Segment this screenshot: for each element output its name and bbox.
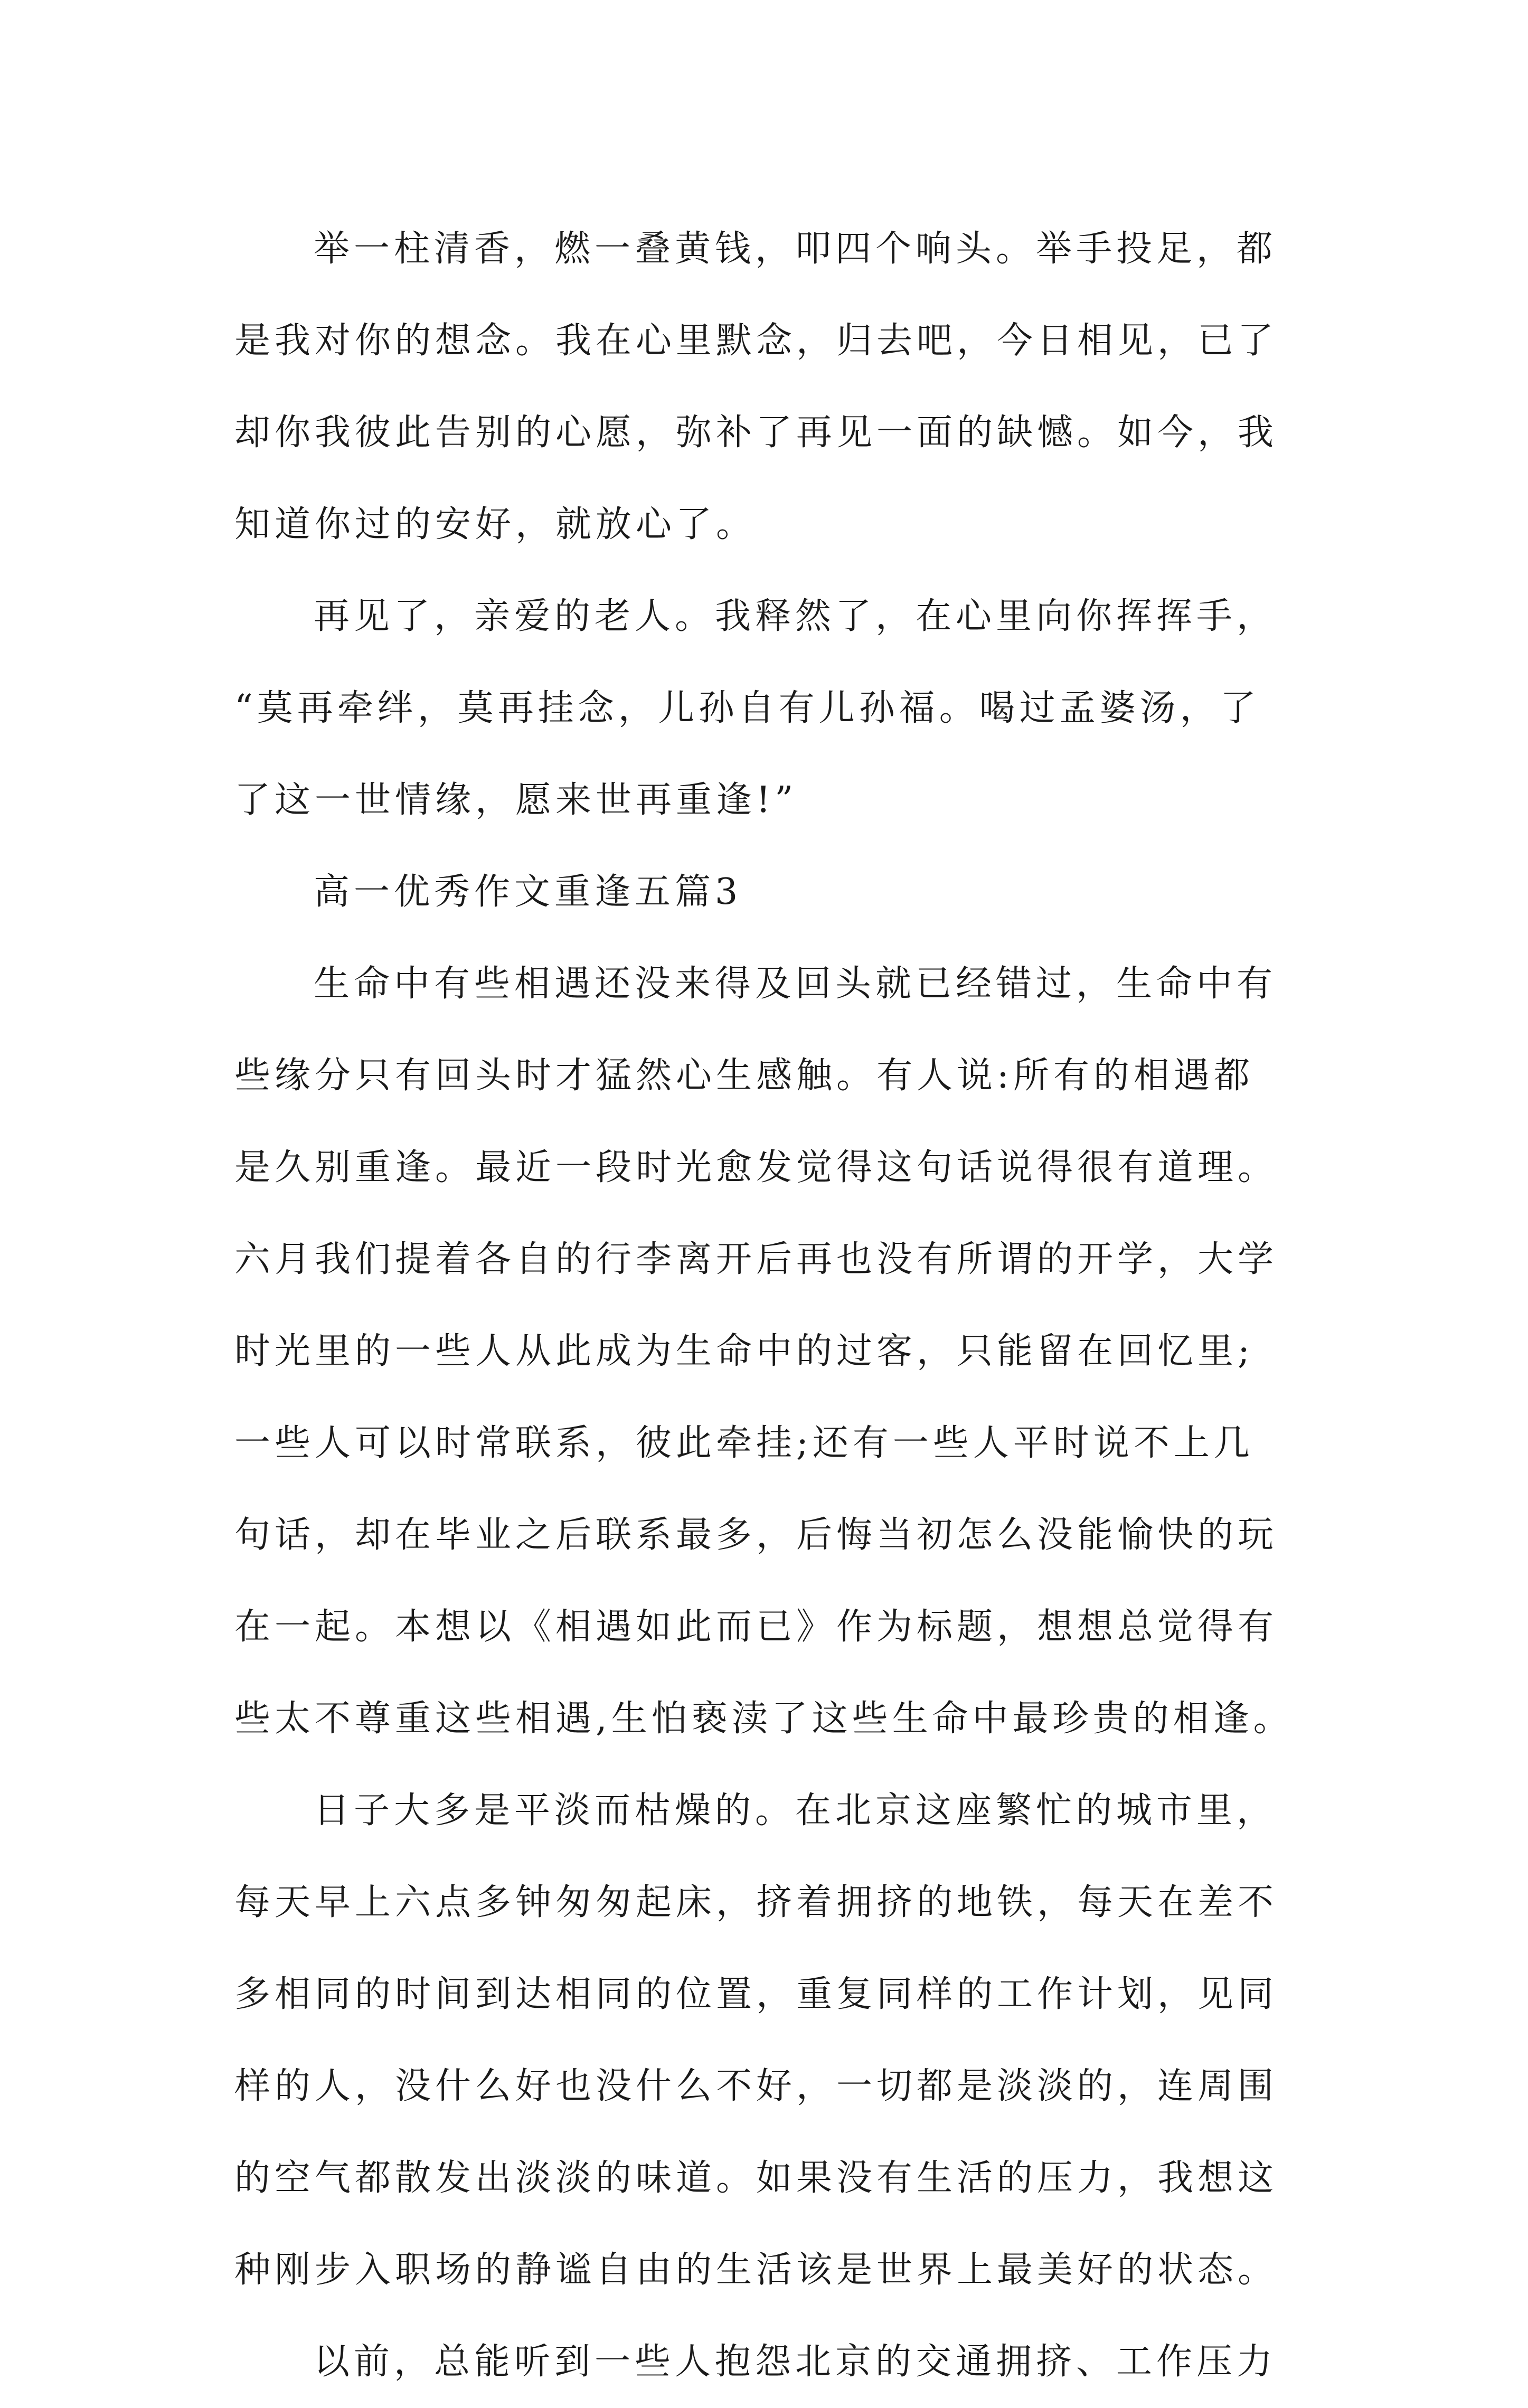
text-line: 生命中有些相遇还没来得及回头就已经错过，生命中有 (314, 963, 1277, 1005)
section-heading: 高一优秀作文重逢五篇3 (314, 871, 742, 913)
text-line: 的空气都散发出淡淡的味道。如果没有生活的压力，我想这 (234, 2157, 1278, 2199)
text-line: 句话，却在毕业之后联系最多，后悔当初怎么没能愉快的玩 (234, 1514, 1278, 1556)
text-line: 举一柱清香，燃一叠黄钱，叩四个响头。举手投足，都 (314, 228, 1277, 270)
text-line: 时光里的一些人从此成为生命中的过客，只能留在回忆里; (234, 1330, 1254, 1372)
text-line: 是我对你的想念。我在心里默念，归去吧，今日相见，已了 (234, 320, 1278, 362)
text-line: 一些人可以时常联系，彼此牵挂;还有一些人平时说不上几 (234, 1422, 1254, 1464)
text-line: 每天早上六点多钟匆匆起床，挤着拥挤的地铁，每天在差不 (234, 1882, 1278, 1923)
text-line: 日子大多是平淡而枯燥的。在北京这座繁忙的城市里， (314, 1790, 1277, 1831)
text-line: 六月我们提着各自的行李离开后再也没有所谓的开学，大学 (234, 1239, 1278, 1280)
text-line: 以前，总能听到一些人抱怨北京的交通拥挤、工作压力 (314, 2341, 1277, 2383)
text-line: 些缘分只有回头时才猛然心生感触。有人说:所有的相遇都 (234, 1055, 1254, 1097)
text-line: 了这一世情缘，愿来世再重逢!” (234, 779, 798, 821)
text-line: 多相同的时间到达相同的位置，重复同样的工作计划，见同 (234, 1973, 1278, 2015)
document-body (234, 203, 1296, 2408)
text-line: 些太不尊重这些相遇,生怕亵渎了这些生命中最珍贵的相逢。 (234, 1698, 1294, 1740)
text-line: 知道你过的安好，就放心了。 (234, 504, 757, 545)
text-line: 在一起。本想以《相遇如此而已》作为标题，想想总觉得有 (234, 1606, 1278, 1648)
text-line: 却你我彼此告别的心愿，弥补了再见一面的缺憾。如今，我 (234, 412, 1278, 454)
text-line: 种刚步入职场的静谧自由的生活该是世界上最美好的状态。 (234, 2249, 1278, 2291)
text-line: “莫再牵绊，莫再挂念，儿孙自有儿孙福。喝过孟婆汤，了 (234, 687, 1260, 729)
text-line: 再见了，亲爱的老人。我释然了，在心里向你挥挥手， (314, 596, 1277, 637)
text-line: 样的人，没什么好也没什么不好，一切都是淡淡的，连周围 (234, 2065, 1278, 2107)
text-line: 是久别重逢。最近一段时光愈发觉得这句话说得很有道理。 (234, 1147, 1278, 1188)
